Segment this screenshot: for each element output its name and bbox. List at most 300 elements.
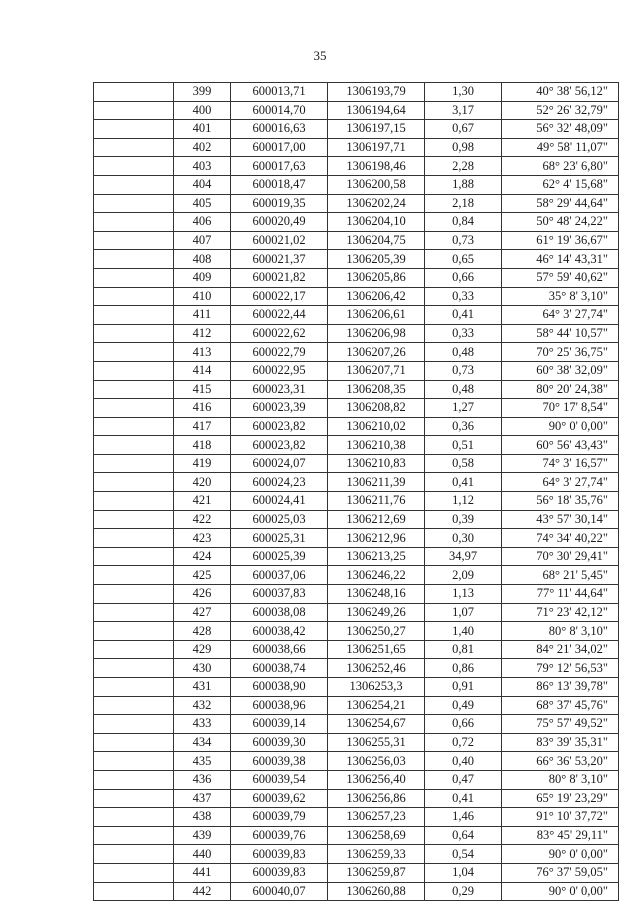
x-coordinate-cell: 600039,76 bbox=[231, 826, 328, 845]
y-coordinate-cell: 1306248,16 bbox=[328, 585, 425, 604]
empty-cell bbox=[94, 380, 174, 399]
point-number-cell: 432 bbox=[174, 696, 231, 715]
point-number-cell: 418 bbox=[174, 436, 231, 455]
angle-cell: 65° 19' 23,29" bbox=[502, 789, 619, 808]
y-coordinate-cell: 1306211,39 bbox=[328, 473, 425, 492]
point-number-cell: 414 bbox=[174, 361, 231, 380]
y-coordinate-cell: 1306206,98 bbox=[328, 324, 425, 343]
point-number-cell: 420 bbox=[174, 473, 231, 492]
angle-cell: 83° 39' 35,31" bbox=[502, 733, 619, 752]
table-row bbox=[94, 566, 619, 585]
table-row bbox=[94, 752, 619, 771]
table-row bbox=[94, 213, 619, 232]
angle-cell: 58° 44' 10,57" bbox=[502, 324, 619, 343]
y-coordinate-cell: 1306202,24 bbox=[328, 194, 425, 213]
empty-cell bbox=[94, 547, 174, 566]
table-row bbox=[94, 380, 619, 399]
empty-cell bbox=[94, 640, 174, 659]
page-number: 35 bbox=[313, 48, 327, 63]
x-coordinate-cell: 600039,38 bbox=[231, 752, 328, 771]
angle-cell: 70° 25' 36,75" bbox=[502, 343, 619, 362]
table-row bbox=[94, 343, 619, 362]
point-number-cell: 406 bbox=[174, 213, 231, 232]
point-number-cell: 412 bbox=[174, 324, 231, 343]
x-coordinate-cell: 600024,07 bbox=[231, 454, 328, 473]
point-number-cell: 441 bbox=[174, 863, 231, 882]
x-coordinate-cell: 600019,35 bbox=[231, 194, 328, 213]
table-row bbox=[94, 436, 619, 455]
y-coordinate-cell: 1306253,3 bbox=[328, 678, 425, 697]
table-row bbox=[94, 659, 619, 678]
point-number-cell: 425 bbox=[174, 566, 231, 585]
x-coordinate-cell: 600024,41 bbox=[231, 492, 328, 511]
y-coordinate-cell: 1306207,26 bbox=[328, 343, 425, 362]
table-row bbox=[94, 789, 619, 808]
distance-cell: 0,33 bbox=[425, 324, 502, 343]
table-row bbox=[94, 770, 619, 789]
y-coordinate-cell: 1306206,61 bbox=[328, 306, 425, 325]
y-coordinate-cell: 1306198,46 bbox=[328, 157, 425, 176]
angle-cell: 60° 56' 43,43" bbox=[502, 436, 619, 455]
y-coordinate-cell: 1306213,25 bbox=[328, 547, 425, 566]
x-coordinate-cell: 600025,03 bbox=[231, 510, 328, 529]
empty-cell bbox=[94, 120, 174, 139]
angle-cell: 84° 21' 34,02" bbox=[502, 640, 619, 659]
y-coordinate-cell: 1306249,26 bbox=[328, 603, 425, 622]
empty-cell bbox=[94, 733, 174, 752]
distance-cell: 0,49 bbox=[425, 696, 502, 715]
point-number-cell: 422 bbox=[174, 510, 231, 529]
x-coordinate-cell: 600039,83 bbox=[231, 845, 328, 864]
x-coordinate-cell: 600022,44 bbox=[231, 306, 328, 325]
empty-cell bbox=[94, 882, 174, 901]
distance-cell: 0,36 bbox=[425, 417, 502, 436]
point-number-cell: 423 bbox=[174, 529, 231, 548]
y-coordinate-cell: 1306197,15 bbox=[328, 120, 425, 139]
point-number-cell: 434 bbox=[174, 733, 231, 752]
angle-cell: 52° 26' 32,79" bbox=[502, 101, 619, 120]
y-coordinate-cell: 1306204,10 bbox=[328, 213, 425, 232]
distance-cell: 2,09 bbox=[425, 566, 502, 585]
angle-cell: 90° 0' 0,00" bbox=[502, 882, 619, 901]
empty-cell bbox=[94, 417, 174, 436]
distance-cell: 0,58 bbox=[425, 454, 502, 473]
empty-cell bbox=[94, 101, 174, 120]
angle-cell: 80° 8' 3,10" bbox=[502, 770, 619, 789]
empty-cell bbox=[94, 659, 174, 678]
point-number-cell: 417 bbox=[174, 417, 231, 436]
empty-cell bbox=[94, 622, 174, 641]
empty-cell bbox=[94, 213, 174, 232]
distance-cell: 0,41 bbox=[425, 306, 502, 325]
angle-cell: 71° 23' 42,12" bbox=[502, 603, 619, 622]
empty-cell bbox=[94, 696, 174, 715]
distance-cell: 0,72 bbox=[425, 733, 502, 752]
table-row bbox=[94, 715, 619, 734]
x-coordinate-cell: 600013,71 bbox=[231, 83, 328, 102]
y-coordinate-cell: 1306208,82 bbox=[328, 399, 425, 418]
point-number-cell: 437 bbox=[174, 789, 231, 808]
distance-cell: 0,48 bbox=[425, 343, 502, 362]
x-coordinate-cell: 600020,49 bbox=[231, 213, 328, 232]
point-number-cell: 438 bbox=[174, 808, 231, 827]
empty-cell bbox=[94, 436, 174, 455]
x-coordinate-cell: 600023,82 bbox=[231, 436, 328, 455]
point-number-cell: 403 bbox=[174, 157, 231, 176]
distance-cell: 0,98 bbox=[425, 138, 502, 157]
distance-cell: 1,04 bbox=[425, 863, 502, 882]
point-number-cell: 433 bbox=[174, 715, 231, 734]
x-coordinate-cell: 600038,66 bbox=[231, 640, 328, 659]
x-coordinate-cell: 600025,39 bbox=[231, 547, 328, 566]
table-row bbox=[94, 882, 619, 901]
distance-cell: 0,47 bbox=[425, 770, 502, 789]
y-coordinate-cell: 1306205,39 bbox=[328, 250, 425, 269]
angle-cell: 75° 57' 49,52" bbox=[502, 715, 619, 734]
empty-cell bbox=[94, 473, 174, 492]
empty-cell bbox=[94, 361, 174, 380]
angle-cell: 56° 32' 48,09" bbox=[502, 120, 619, 139]
empty-cell bbox=[94, 770, 174, 789]
empty-cell bbox=[94, 194, 174, 213]
table-row bbox=[94, 622, 619, 641]
point-number-cell: 405 bbox=[174, 194, 231, 213]
x-coordinate-cell: 600040,07 bbox=[231, 882, 328, 901]
x-coordinate-cell: 600023,82 bbox=[231, 417, 328, 436]
x-coordinate-cell: 600024,23 bbox=[231, 473, 328, 492]
angle-cell: 83° 45' 29,11" bbox=[502, 826, 619, 845]
table-row bbox=[94, 473, 619, 492]
table-row bbox=[94, 733, 619, 752]
distance-cell: 0,73 bbox=[425, 231, 502, 250]
angle-cell: 35° 8' 3,10" bbox=[502, 287, 619, 306]
distance-cell: 2,18 bbox=[425, 194, 502, 213]
y-coordinate-cell: 1306251,65 bbox=[328, 640, 425, 659]
table-row bbox=[94, 696, 619, 715]
distance-cell: 0,40 bbox=[425, 752, 502, 771]
x-coordinate-cell: 600016,63 bbox=[231, 120, 328, 139]
table-row bbox=[94, 83, 619, 102]
distance-cell: 0,64 bbox=[425, 826, 502, 845]
point-number-cell: 421 bbox=[174, 492, 231, 511]
point-number-cell: 400 bbox=[174, 101, 231, 120]
distance-cell: 1,46 bbox=[425, 808, 502, 827]
point-number-cell: 440 bbox=[174, 845, 231, 864]
y-coordinate-cell: 1306206,42 bbox=[328, 287, 425, 306]
distance-cell: 0,33 bbox=[425, 287, 502, 306]
x-coordinate-cell: 600039,30 bbox=[231, 733, 328, 752]
x-coordinate-cell: 600038,42 bbox=[231, 622, 328, 641]
empty-cell bbox=[94, 585, 174, 604]
table-row bbox=[94, 845, 619, 864]
distance-cell: 1,07 bbox=[425, 603, 502, 622]
table-row bbox=[94, 585, 619, 604]
x-coordinate-cell: 600023,31 bbox=[231, 380, 328, 399]
empty-cell bbox=[94, 175, 174, 194]
angle-cell: 90° 0' 0,00" bbox=[502, 417, 619, 436]
distance-cell: 2,28 bbox=[425, 157, 502, 176]
empty-cell bbox=[94, 454, 174, 473]
distance-cell: 1,30 bbox=[425, 83, 502, 102]
table-row bbox=[94, 529, 619, 548]
x-coordinate-cell: 600022,17 bbox=[231, 287, 328, 306]
x-coordinate-cell: 600023,39 bbox=[231, 399, 328, 418]
table-row bbox=[94, 547, 619, 566]
x-coordinate-cell: 600038,90 bbox=[231, 678, 328, 697]
y-coordinate-cell: 1306210,38 bbox=[328, 436, 425, 455]
point-number-cell: 415 bbox=[174, 380, 231, 399]
distance-cell: 0,84 bbox=[425, 213, 502, 232]
y-coordinate-cell: 1306197,71 bbox=[328, 138, 425, 157]
y-coordinate-cell: 1306250,27 bbox=[328, 622, 425, 641]
point-number-cell: 431 bbox=[174, 678, 231, 697]
y-coordinate-cell: 1306258,69 bbox=[328, 826, 425, 845]
angle-cell: 86° 13' 39,78" bbox=[502, 678, 619, 697]
empty-cell bbox=[94, 845, 174, 864]
x-coordinate-cell: 600017,00 bbox=[231, 138, 328, 157]
x-coordinate-cell: 600017,63 bbox=[231, 157, 328, 176]
empty-cell bbox=[94, 808, 174, 827]
table-row bbox=[94, 603, 619, 622]
empty-cell bbox=[94, 789, 174, 808]
point-number-cell: 402 bbox=[174, 138, 231, 157]
x-coordinate-cell: 600038,96 bbox=[231, 696, 328, 715]
empty-cell bbox=[94, 603, 174, 622]
table-row bbox=[94, 324, 619, 343]
angle-cell: 40° 38' 56,12" bbox=[502, 83, 619, 102]
x-coordinate-cell: 600022,79 bbox=[231, 343, 328, 362]
angle-cell: 70° 30' 29,41" bbox=[502, 547, 619, 566]
angle-cell: 80° 20' 24,38" bbox=[502, 380, 619, 399]
y-coordinate-cell: 1306259,87 bbox=[328, 863, 425, 882]
angle-cell: 70° 17' 8,54" bbox=[502, 399, 619, 418]
distance-cell: 0,73 bbox=[425, 361, 502, 380]
angle-cell: 56° 18' 35,76" bbox=[502, 492, 619, 511]
point-number-cell: 428 bbox=[174, 622, 231, 641]
distance-cell: 3,17 bbox=[425, 101, 502, 120]
point-number-cell: 426 bbox=[174, 585, 231, 604]
distance-cell: 1,13 bbox=[425, 585, 502, 604]
table-row bbox=[94, 268, 619, 287]
x-coordinate-cell: 600037,83 bbox=[231, 585, 328, 604]
point-number-cell: 424 bbox=[174, 547, 231, 566]
distance-cell: 0,66 bbox=[425, 268, 502, 287]
distance-cell: 0,29 bbox=[425, 882, 502, 901]
empty-cell bbox=[94, 399, 174, 418]
y-coordinate-cell: 1306207,71 bbox=[328, 361, 425, 380]
empty-cell bbox=[94, 324, 174, 343]
empty-cell bbox=[94, 83, 174, 102]
y-coordinate-cell: 1306212,96 bbox=[328, 529, 425, 548]
empty-cell bbox=[94, 529, 174, 548]
x-coordinate-cell: 600022,95 bbox=[231, 361, 328, 380]
angle-cell: 66° 36' 53,20" bbox=[502, 752, 619, 771]
y-coordinate-cell: 1306208,35 bbox=[328, 380, 425, 399]
distance-cell: 0,54 bbox=[425, 845, 502, 864]
empty-cell bbox=[94, 863, 174, 882]
y-coordinate-cell: 1306246,22 bbox=[328, 566, 425, 585]
x-coordinate-cell: 600038,08 bbox=[231, 603, 328, 622]
x-coordinate-cell: 600037,06 bbox=[231, 566, 328, 585]
table-row bbox=[94, 678, 619, 697]
distance-cell: 1,12 bbox=[425, 492, 502, 511]
table-row bbox=[94, 454, 619, 473]
point-number-cell: 430 bbox=[174, 659, 231, 678]
y-coordinate-cell: 1306256,03 bbox=[328, 752, 425, 771]
x-coordinate-cell: 600039,83 bbox=[231, 863, 328, 882]
table-row bbox=[94, 138, 619, 157]
angle-cell: 64° 3' 27,74" bbox=[502, 473, 619, 492]
point-number-cell: 407 bbox=[174, 231, 231, 250]
angle-cell: 77° 11' 44,64" bbox=[502, 585, 619, 604]
table-row bbox=[94, 640, 619, 659]
y-coordinate-cell: 1306210,83 bbox=[328, 454, 425, 473]
table-row bbox=[94, 826, 619, 845]
table-row bbox=[94, 175, 619, 194]
table-row bbox=[94, 399, 619, 418]
table-row bbox=[94, 417, 619, 436]
angle-cell: 91° 10' 37,72" bbox=[502, 808, 619, 827]
point-number-cell: 429 bbox=[174, 640, 231, 659]
table-row bbox=[94, 306, 619, 325]
y-coordinate-cell: 1306205,86 bbox=[328, 268, 425, 287]
empty-cell bbox=[94, 492, 174, 511]
empty-cell bbox=[94, 138, 174, 157]
empty-cell bbox=[94, 752, 174, 771]
distance-cell: 0,48 bbox=[425, 380, 502, 399]
empty-cell bbox=[94, 343, 174, 362]
y-coordinate-cell: 1306210,02 bbox=[328, 417, 425, 436]
point-number-cell: 408 bbox=[174, 250, 231, 269]
y-coordinate-cell: 1306204,75 bbox=[328, 231, 425, 250]
table-row bbox=[94, 120, 619, 139]
table-row bbox=[94, 808, 619, 827]
y-coordinate-cell: 1306254,67 bbox=[328, 715, 425, 734]
angle-cell: 60° 38' 32,09" bbox=[502, 361, 619, 380]
y-coordinate-cell: 1306255,31 bbox=[328, 733, 425, 752]
point-number-cell: 427 bbox=[174, 603, 231, 622]
empty-cell bbox=[94, 678, 174, 697]
distance-cell: 0,91 bbox=[425, 678, 502, 697]
y-coordinate-cell: 1306211,76 bbox=[328, 492, 425, 511]
y-coordinate-cell: 1306212,69 bbox=[328, 510, 425, 529]
y-coordinate-cell: 1306260,88 bbox=[328, 882, 425, 901]
empty-cell bbox=[94, 250, 174, 269]
angle-cell: 43° 57' 30,14" bbox=[502, 510, 619, 529]
empty-cell bbox=[94, 826, 174, 845]
distance-cell: 0,41 bbox=[425, 789, 502, 808]
angle-cell: 61° 19' 36,67" bbox=[502, 231, 619, 250]
table-row bbox=[94, 361, 619, 380]
y-coordinate-cell: 1306200,58 bbox=[328, 175, 425, 194]
distance-cell: 1,88 bbox=[425, 175, 502, 194]
distance-cell: 0,39 bbox=[425, 510, 502, 529]
angle-cell: 76° 37' 59,05" bbox=[502, 863, 619, 882]
distance-cell: 0,86 bbox=[425, 659, 502, 678]
point-number-cell: 439 bbox=[174, 826, 231, 845]
point-number-cell: 401 bbox=[174, 120, 231, 139]
table-row bbox=[94, 863, 619, 882]
point-number-cell: 419 bbox=[174, 454, 231, 473]
angle-cell: 74° 3' 16,57" bbox=[502, 454, 619, 473]
angle-cell: 80° 8' 3,10" bbox=[502, 622, 619, 641]
angle-cell: 62° 4' 15,68" bbox=[502, 175, 619, 194]
empty-cell bbox=[94, 566, 174, 585]
x-coordinate-cell: 600014,70 bbox=[231, 101, 328, 120]
empty-cell bbox=[94, 268, 174, 287]
x-coordinate-cell: 600039,54 bbox=[231, 770, 328, 789]
angle-cell: 68° 37' 45,76" bbox=[502, 696, 619, 715]
point-number-cell: 409 bbox=[174, 268, 231, 287]
distance-cell: 34,97 bbox=[425, 547, 502, 566]
empty-cell bbox=[94, 231, 174, 250]
distance-cell: 0,65 bbox=[425, 250, 502, 269]
coordinates-table-body bbox=[94, 83, 619, 901]
point-number-cell: 413 bbox=[174, 343, 231, 362]
angle-cell: 57° 59' 40,62" bbox=[502, 268, 619, 287]
angle-cell: 58° 29' 44,64" bbox=[502, 194, 619, 213]
point-number-cell: 399 bbox=[174, 83, 231, 102]
table-row bbox=[94, 250, 619, 269]
x-coordinate-cell: 600039,62 bbox=[231, 789, 328, 808]
angle-cell: 90° 0' 0,00" bbox=[502, 845, 619, 864]
empty-cell bbox=[94, 306, 174, 325]
empty-cell bbox=[94, 157, 174, 176]
x-coordinate-cell: 600021,02 bbox=[231, 231, 328, 250]
point-number-cell: 435 bbox=[174, 752, 231, 771]
point-number-cell: 416 bbox=[174, 399, 231, 418]
angle-cell: 49° 58' 11,07" bbox=[502, 138, 619, 157]
y-coordinate-cell: 1306194,64 bbox=[328, 101, 425, 120]
x-coordinate-cell: 600038,74 bbox=[231, 659, 328, 678]
angle-cell: 79° 12' 56,53" bbox=[502, 659, 619, 678]
distance-cell: 0,67 bbox=[425, 120, 502, 139]
table-row bbox=[94, 101, 619, 120]
empty-cell bbox=[94, 287, 174, 306]
empty-cell bbox=[94, 510, 174, 529]
table-row bbox=[94, 492, 619, 511]
table-row bbox=[94, 510, 619, 529]
point-number-cell: 404 bbox=[174, 175, 231, 194]
y-coordinate-cell: 1306259,33 bbox=[328, 845, 425, 864]
x-coordinate-cell: 600025,31 bbox=[231, 529, 328, 548]
point-number-cell: 410 bbox=[174, 287, 231, 306]
distance-cell: 0,41 bbox=[425, 473, 502, 492]
point-number-cell: 411 bbox=[174, 306, 231, 325]
distance-cell: 0,51 bbox=[425, 436, 502, 455]
point-number-cell: 436 bbox=[174, 770, 231, 789]
x-coordinate-cell: 600039,79 bbox=[231, 808, 328, 827]
empty-cell bbox=[94, 715, 174, 734]
coordinates-table bbox=[93, 82, 619, 901]
x-coordinate-cell: 600021,82 bbox=[231, 268, 328, 287]
table-row bbox=[94, 231, 619, 250]
y-coordinate-cell: 1306256,86 bbox=[328, 789, 425, 808]
angle-cell: 74° 34' 40,22" bbox=[502, 529, 619, 548]
x-coordinate-cell: 600039,14 bbox=[231, 715, 328, 734]
y-coordinate-cell: 1306254,21 bbox=[328, 696, 425, 715]
point-number-cell: 442 bbox=[174, 882, 231, 901]
angle-cell: 46° 14' 43,31" bbox=[502, 250, 619, 269]
angle-cell: 64° 3' 27,74" bbox=[502, 306, 619, 325]
angle-cell: 68° 21' 5,45" bbox=[502, 566, 619, 585]
y-coordinate-cell: 1306256,40 bbox=[328, 770, 425, 789]
x-coordinate-cell: 600021,37 bbox=[231, 250, 328, 269]
x-coordinate-cell: 600018,47 bbox=[231, 175, 328, 194]
table-row bbox=[94, 157, 619, 176]
distance-cell: 0,66 bbox=[425, 715, 502, 734]
y-coordinate-cell: 1306252,46 bbox=[328, 659, 425, 678]
